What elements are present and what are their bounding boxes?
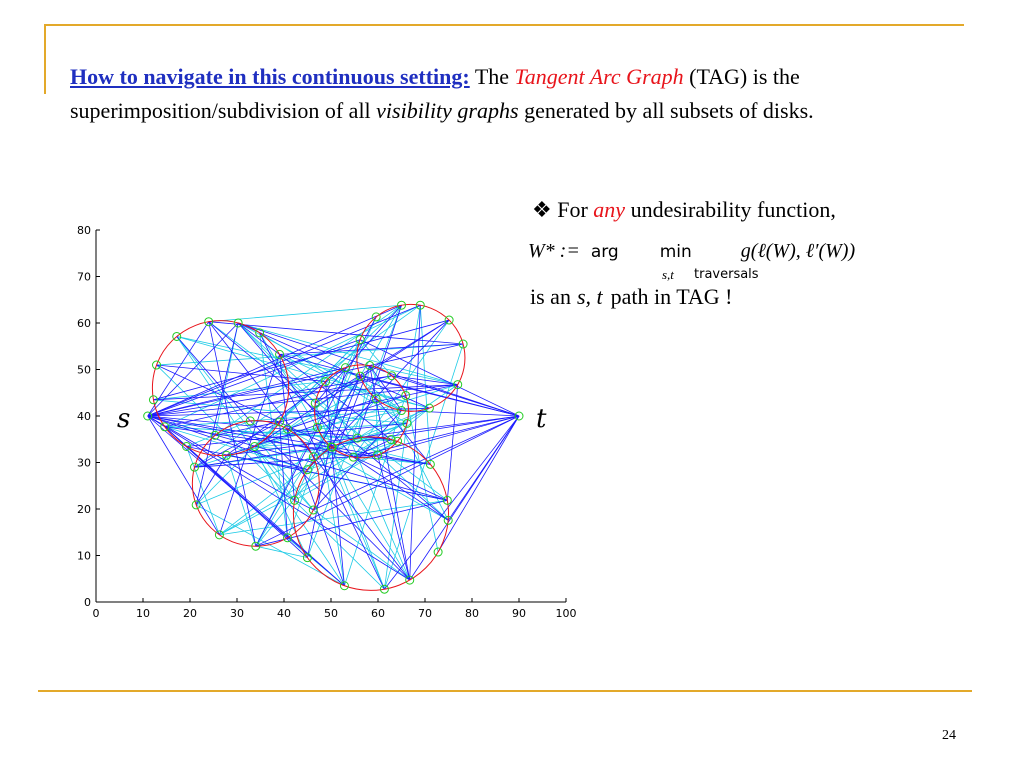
target-label: t [536,404,547,434]
x-tick-label: 60 [371,607,385,620]
conclusion-text-2: path in TAG ! [610,284,733,309]
visibility-edge-light [307,305,401,557]
y-tick-label: 40 [77,410,91,423]
x-tick-label: 90 [512,607,526,620]
formula-min: min [659,242,692,262]
target-edge [448,416,519,520]
visibility-edge-dark [315,305,401,403]
target-edge [378,416,519,455]
source-edge [148,416,345,586]
visibility-edge-light [384,344,463,589]
visibility-edge-dark [295,500,314,510]
source-edge [148,340,360,416]
heading-italic: visibility graphs [376,98,519,123]
y-tick-label: 60 [77,317,91,330]
y-tick-label: 0 [84,596,91,609]
x-tick-label: 70 [418,607,432,620]
visibility-edge-light [215,323,238,435]
page-number: 24 [942,728,956,743]
y-tick-label: 30 [77,456,91,470]
x-tick-label: 10 [136,607,150,620]
x-tick-label: 100 [555,607,577,620]
formula-arg: arg [590,242,619,262]
formula-sub-traversals: traversals [694,267,759,282]
x-tick-label: 40 [277,607,291,620]
formula-rhs: g(ℓ(W), ℓ′(W)) [740,240,856,262]
y-tick-label: 70 [77,270,91,284]
conclusion-text-1: is an [530,284,571,309]
y-tick-label: 10 [77,549,91,563]
bullet-diamond-icon: ❖ [532,197,552,222]
heading-text-2: (TAG) is the superimposition/subdivision of all [70,64,800,123]
formula-sub-st: s,t [662,267,674,282]
conclusion-math: s, t [576,284,603,309]
heading-text-1: The [469,64,515,89]
y-tick-label: 80 [77,224,91,237]
heading-text-3: generated by all subsets of disks. [518,98,814,123]
tangent-arc-graph-plot [70,220,590,630]
x-tick-label: 0 [92,607,100,620]
source-label: s [117,404,131,434]
bottom-rule [38,690,972,692]
visibility-edge-light [177,336,360,376]
slide-heading [70,60,950,128]
x-tick-label: 50 [324,607,338,620]
x-tick-label: 20 [183,607,197,620]
source-edge [148,305,402,416]
source-edge [148,416,220,535]
bullet-highlight: any [593,197,626,222]
left-rule [44,24,46,94]
y-tick-label: 50 [77,363,91,377]
heading-lead: How to navigate in this continuous setting: [70,64,470,89]
top-rule [44,24,964,26]
visibility-edge-light [406,305,421,395]
visibility-edge-light [186,446,219,534]
bullet-text-2: undesirability function, [625,197,836,222]
bullet-text-1: For [551,197,594,222]
x-tick-label: 30 [230,607,244,620]
formula-lhs: W* := [528,240,580,262]
visibility-edge-dark [447,385,457,501]
y-tick-label: 20 [77,503,91,516]
x-tick-label: 80 [465,607,479,620]
heading-highlight: Tangent Arc Graph [514,64,684,89]
visibility-edge-light [406,395,438,552]
